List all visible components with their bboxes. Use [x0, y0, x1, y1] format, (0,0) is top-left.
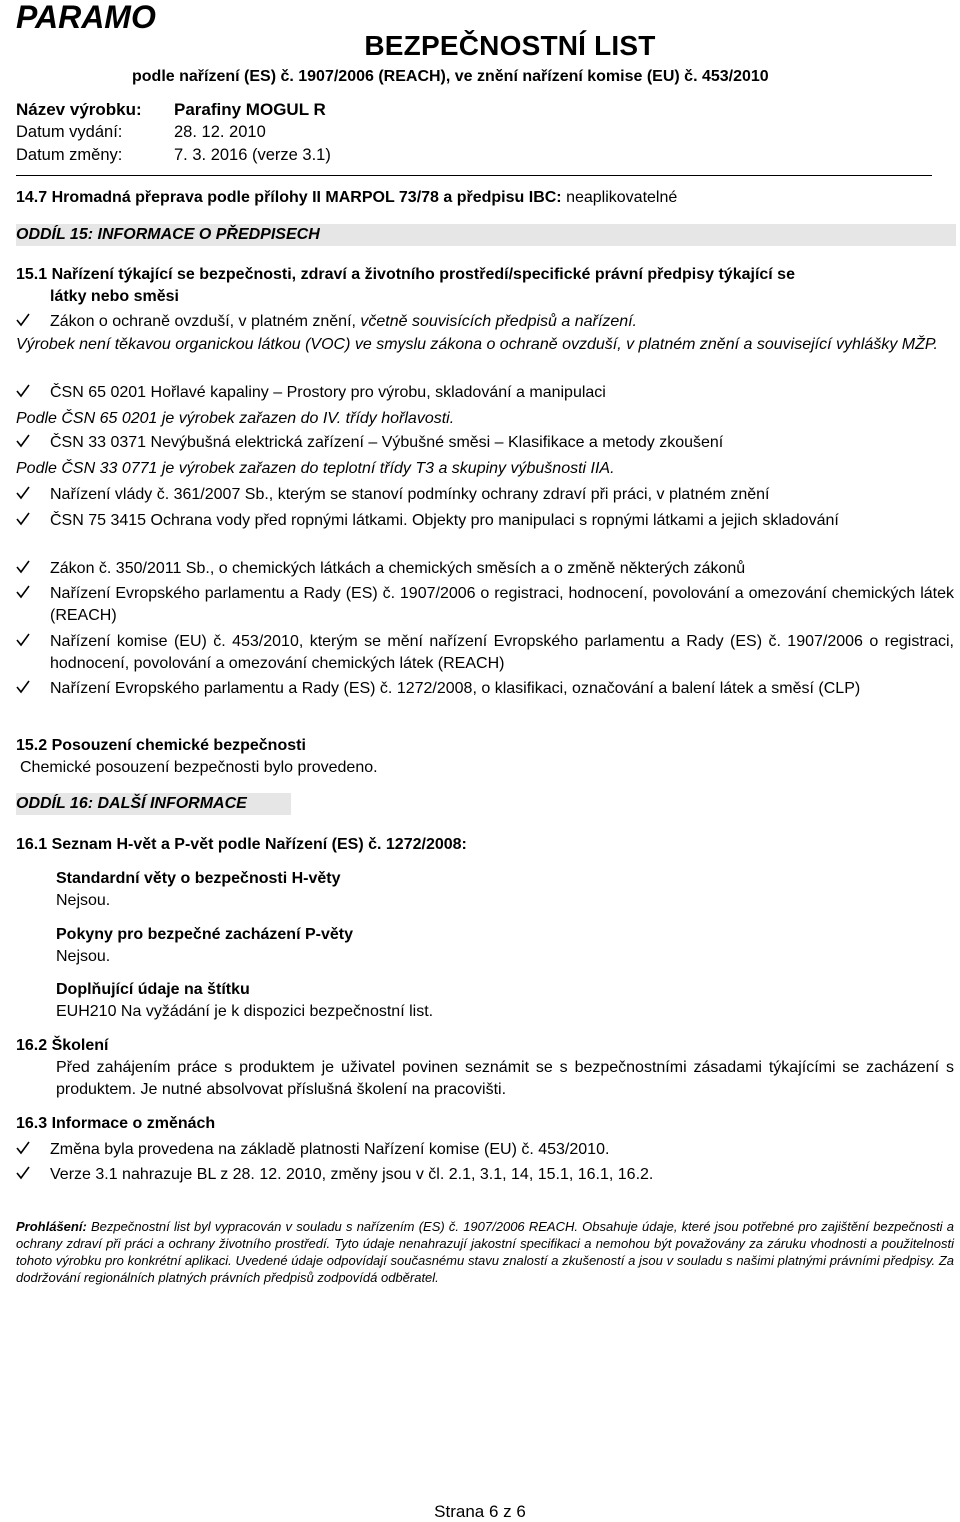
section-16-2-text: Před zahájením práce s produktem je uživatel povinen seznámit se s bezpečnostními zásadami týkajícími se zacházení s produktem. Je nutné absolvovat příslušná školení na pracovišti. — [56, 1059, 954, 1098]
check-icon — [16, 512, 36, 531]
regulation-item: Nařízení Evropského parlamentu a Rady (ES) č. 1272/2008, o klasifikaci, označování a balení látek a směsí (CLP) — [50, 680, 861, 697]
check-icon — [16, 1141, 36, 1160]
section-16-title: ODDÍL 16: DALŠÍ INFORMACE — [16, 793, 291, 815]
check-icon — [16, 680, 36, 699]
change-date-value: 7. 3. 2016 (verze 3.1) — [174, 146, 331, 164]
declaration — [16, 1218, 954, 1286]
regulation-item: ČSN 33 0371 Nevýbušná elektrická zařízení – Výbušné směsi – Klasifikace a metody zkoušení — [50, 434, 724, 451]
product-name-row — [16, 100, 326, 120]
section-14-7 — [16, 187, 954, 209]
h-phrases-head: Standardní věty o bezpečnosti H-věty — [56, 870, 341, 887]
section-14-7-value: neaplikovatelné — [561, 189, 678, 206]
change-item: Změna byla provedena na základě platnosti Nařízení komise (EU) č. 453/2010. — [50, 1141, 610, 1158]
section-15-1-head — [16, 264, 954, 308]
regulation-item: ČSN 65 0201 Hořlavé kapaliny – Prostory pro výrobu, skladování a manipulaci — [50, 384, 606, 401]
p-phrases-head: Pokyny pro bezpečné zacházení P-věty — [56, 926, 353, 943]
check-icon — [16, 560, 36, 579]
regulation-note: Podle ČSN 65 0201 je výrobek zařazen do IV. třídy hořlavosti. — [16, 410, 455, 427]
section-16-3-head: 16.3 Informace o změnách — [16, 1115, 216, 1132]
issue-date-label: Datum vydání: — [16, 123, 123, 141]
issue-date-row — [16, 123, 266, 142]
regulation-item: Nařízení komise (EU) č. 453/2010, kterým se mění nařízení Evropského parlamentu a Rady (ES) č. 1907/2006 o registraci, hodnocení, povolování a omezování chemických látek (REACH) — [50, 633, 954, 672]
check-icon — [16, 486, 36, 505]
check-icon — [16, 434, 36, 453]
check-icon — [16, 585, 36, 604]
change-item: Verze 3.1 nahrazuje BL z 28. 12. 2010, změny jsou v čl. 2.1, 3.1, 14, 15.1, 16.1, 16.2. — [50, 1166, 654, 1183]
check-icon — [16, 1166, 36, 1185]
check-icon — [16, 313, 36, 332]
section-15-title: ODDÍL 15: INFORMACE O PŘEDPISECH — [16, 224, 956, 246]
label-info-value: EUH210 Na vyžádání je k dispozici bezpečnostní list. — [56, 1003, 434, 1020]
document-subtitle: podle nařízení (ES) č. 1907/2006 (REACH), ve znění nařízení komise (EU) č. 453/2010 — [132, 68, 769, 85]
check-icon — [16, 384, 36, 403]
regulation-item: Zákon o ochraně ovzduší, v platném znění, včetně souvisících předpisů a nařízení. — [50, 313, 637, 330]
section-15-2-text: Chemické posouzení bezpečnosti bylo provedeno. — [20, 759, 378, 776]
section-15-1-head-line1: 15.1 Nařízení týkající se bezpečnosti, zdraví a životního prostředí/specifické právní předpisy týkající se — [16, 266, 795, 283]
issue-date-value: 28. 12. 2010 — [174, 123, 266, 141]
regulation-item: ČSN 75 3415 Ochrana vody před ropnými látkami. Objekty pro manipulaci s ropnými látkami a jejich skladování — [50, 512, 839, 529]
regulation-note: Podle ČSN 33 0771 je výrobek zařazen do teplotní třídy T3 a skupiny výbušnosti IIA. — [16, 460, 615, 477]
change-date-row — [16, 146, 331, 165]
logo-text: PARAMO — [16, 2, 156, 32]
regulation-item: Nařízení Evropského parlamentu a Rady (ES) č. 1907/2006 o registraci, hodnocení, povolování a omezování chemických látek (REACH) — [50, 585, 954, 624]
check-icon — [16, 633, 36, 652]
section-16-2-head: 16.2 Školení — [16, 1037, 109, 1054]
section-14-7-head: 14.7 Hromadná přeprava podle přílohy II MARPOL 73/78 a předpisu IBC: — [16, 189, 562, 206]
change-date-label: Datum změny: — [16, 146, 123, 164]
paramo-logo — [16, 2, 206, 32]
page-number: Strana 6 z 6 — [434, 1502, 526, 1521]
header-divider — [16, 175, 932, 176]
product-name-label: Název výrobku: — [16, 100, 142, 119]
section-15-1-head-line2: látky nebo směsi — [50, 288, 179, 305]
regulation-item: Zákon č. 350/2011 Sb., o chemických látkách a chemických směsích a o změně některých zákonů — [50, 560, 746, 577]
section-15-2-head: 15.2 Posouzení chemické bezpečnosti — [16, 737, 306, 754]
label-info-head: Doplňující údaje na štítku — [56, 981, 250, 998]
product-name-value: Parafiny MOGUL R — [174, 100, 326, 119]
h-phrases-value: Nejsou. — [56, 892, 111, 909]
section-16-1-head: 16.1 Seznam H-vět a P-vět podle Nařízení (ES) č. 1272/2008: — [16, 836, 467, 853]
declaration-text: Bezpečnostní list byl vypracován v souladu s nařízením (ES) č. 1907/2006 REACH. Obsahuje údaje, které jsou potřebné pro zajištění bezpečnosti a ochrany zdraví při práci a ochrany životního prostředí. Tyto údaje nenahrazují jakostní specifikaci a nemohou být považovány za záruku vhodnosti a použitelnosti tohoto výrobku pro konkrétní aplikaci. Uvedené údaje odpovídají současnému stavu znalostí a zkušeností a jsou v souladu s našimi platnými právními předpisy. Za dodržování regionálních platných právních předpisů zodpovídá odběratel. — [16, 1219, 954, 1285]
declaration-label: Prohlášení: — [16, 1219, 87, 1234]
regulation-item: Nařízení vlády č. 361/2007 Sb., kterým se stanoví podmínky ochrany zdraví při práci, v platném znění — [50, 486, 770, 503]
document-title: BEZPEČNOSTNÍ LIST — [364, 30, 656, 61]
regulation-note: Výrobek není těkavou organickou látkou (VOC) ve smyslu zákona o ochraně ovzduší, v platném znění a související vyhlášky MŽP. — [16, 336, 938, 353]
p-phrases-value: Nejsou. — [56, 948, 111, 965]
